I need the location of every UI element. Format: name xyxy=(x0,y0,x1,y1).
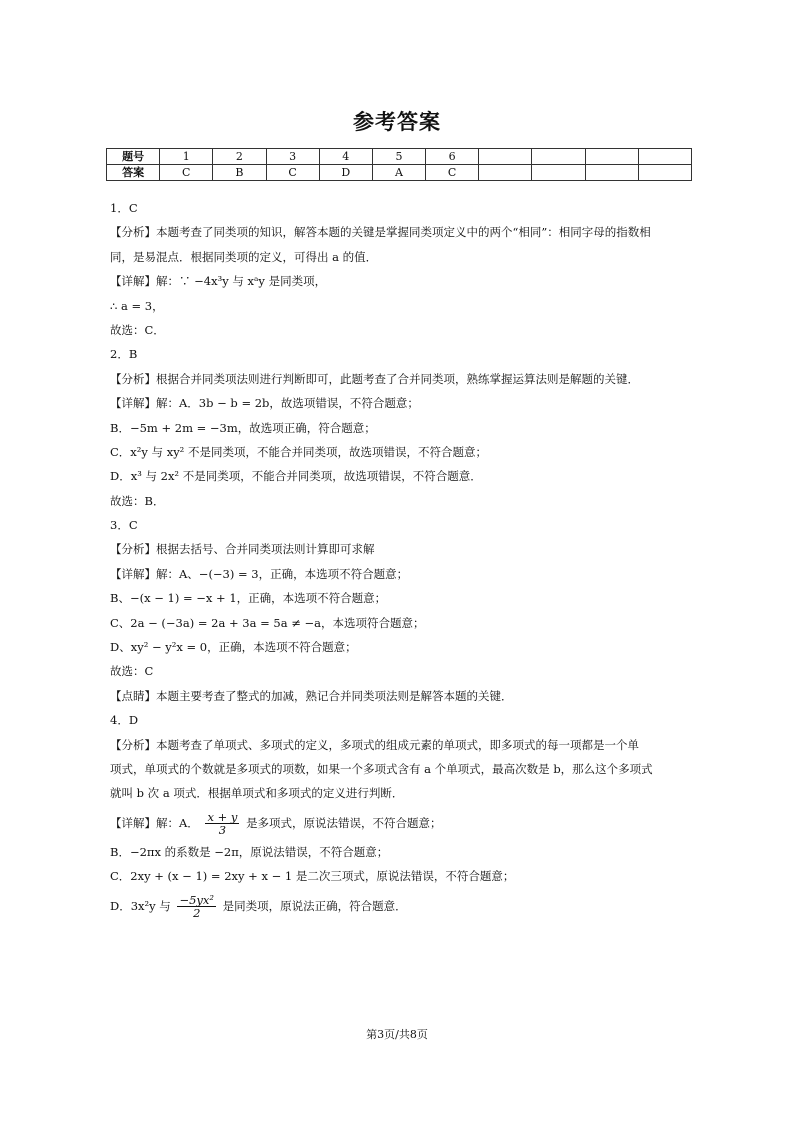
text-line: 【详解】解：∵ −4x³y 与 xᵃy 是同类项， xyxy=(110,274,327,289)
solution-body xyxy=(110,196,690,923)
table-cell xyxy=(532,149,585,165)
table-cell: 5 xyxy=(372,149,425,165)
text-line: 【分析】本题考查了单项式、多项式的定义，多项式的组成元素的单项式，即多项式的每一项都是一个单 xyxy=(110,737,639,752)
fraction-numerator: x + y xyxy=(207,810,238,825)
text-line: D．x³ 与 2x² 不是同类项，不能合并同类项，故选项错误，不符合题意． xyxy=(110,469,482,484)
table-cell: 6 xyxy=(426,149,479,165)
text-line: 【分析】根据合并同类项法则进行判断即可，此题考查了合并同类项，熟练掌握运算法则是解题的关键． xyxy=(110,371,639,386)
text-line: C、2a − (−3a) = 2a + 3a = 5a ≠ −a，本选项符合题意； xyxy=(110,615,425,630)
text-line: 故选：C xyxy=(110,664,154,679)
text-line: 4．D xyxy=(110,713,139,728)
fraction-numerator: −5yx² xyxy=(179,893,214,908)
detail-line-d xyxy=(110,889,690,923)
text-line: B．−2πx 的系数是 −2π，原说法错误，不符合题意； xyxy=(110,844,389,859)
text-line: 故选：C． xyxy=(110,322,165,337)
table-header-question-number: 题号 xyxy=(107,149,160,165)
table-cell: C xyxy=(160,165,213,181)
detail-line-a xyxy=(110,806,690,840)
table-header-answer: 答案 xyxy=(107,165,160,181)
text-line: ∴ a = 3， xyxy=(110,298,164,313)
text-line: 【点睛】本题主要考查了整式的加减，熟记合并同类项法则是解答本题的关键． xyxy=(110,688,513,703)
text-line: 项式，单项式的个数就是多项式的项数，如果一个多项式含有 a 个单项式，最高次数是 b，那么这个多项式 xyxy=(110,761,653,776)
table-cell: A xyxy=(372,165,425,181)
fraction-denominator: 2 xyxy=(193,906,201,921)
text-line: 就叫 b 次 a 项式．根据单项式和多项式的定义进行判断． xyxy=(110,786,404,801)
text-line: 2．B xyxy=(110,347,138,362)
table-cell: B xyxy=(213,165,266,181)
detail-suffix: 是同类项，原说法正确，符合题意． xyxy=(222,898,407,913)
detail-prefix: 【详解】解：A． xyxy=(110,815,199,830)
answer-table-number-row xyxy=(107,149,692,165)
fraction xyxy=(205,811,239,836)
text-line: 1．C xyxy=(110,201,138,215)
page-title: 参考答案 xyxy=(353,110,441,134)
text-line: B、−(x − 1) = −x + 1，正确，本选项不符合题意； xyxy=(110,591,387,606)
text-line: C．x²y 与 xy² 不是同类项，不能合并同类项，故选项错误，不符合题意； xyxy=(110,444,487,459)
table-cell: 3 xyxy=(266,149,319,165)
detail-prefix: D．3x²y 与 xyxy=(110,898,171,913)
text-line: 【详解】解：A．3b − b = 2b，故选项错误，不符合题意； xyxy=(110,396,419,411)
answer-table-answer-row xyxy=(107,165,692,181)
table-cell: C xyxy=(426,165,479,181)
table-cell xyxy=(479,165,532,181)
table-cell: 1 xyxy=(160,149,213,165)
text-line: B．−5m + 2m = −3m，故选项正确，符合题意； xyxy=(110,420,376,435)
fraction-denominator: 3 xyxy=(218,823,227,838)
table-cell xyxy=(585,149,638,165)
text-line: 【分析】本题考查了同类项的知识，解答本题的关键是掌握同类项定义中的两个“相同”：相同字母的指数相 xyxy=(110,225,651,240)
table-cell xyxy=(585,165,638,181)
text-line: C．2xy + (x − 1) = 2xy + x − 1 是二次三项式，原说法错误，不符合题意； xyxy=(110,869,515,884)
answer-table xyxy=(106,148,692,181)
text-line: D、xy² − y²x = 0，正确，本选项不符合题意； xyxy=(110,640,357,655)
table-cell xyxy=(532,165,585,181)
table-cell xyxy=(638,165,691,181)
table-cell: D xyxy=(319,165,372,181)
table-cell xyxy=(479,149,532,165)
table-cell: 2 xyxy=(213,149,266,165)
text-line: 3．C xyxy=(110,518,138,533)
table-cell: C xyxy=(266,165,319,181)
fraction xyxy=(177,894,216,919)
table-cell: 4 xyxy=(319,149,372,165)
text-line: 【分析】根据去括号、合并同类项法则计算即可求解 xyxy=(110,542,375,557)
text-line: 【详解】解：A、−(−3) = 3，正确，本选项不符合题意； xyxy=(110,566,409,581)
page-footer: 第3页/共8页 xyxy=(366,1028,428,1041)
detail-suffix: 是多项式，原说法错误，不符合题意； xyxy=(246,815,442,830)
table-cell xyxy=(638,149,691,165)
text-line: 故选：B． xyxy=(110,493,165,508)
text-line: 同，是易混点．根据同类项的定义，可得出 a 的值． xyxy=(110,249,378,264)
